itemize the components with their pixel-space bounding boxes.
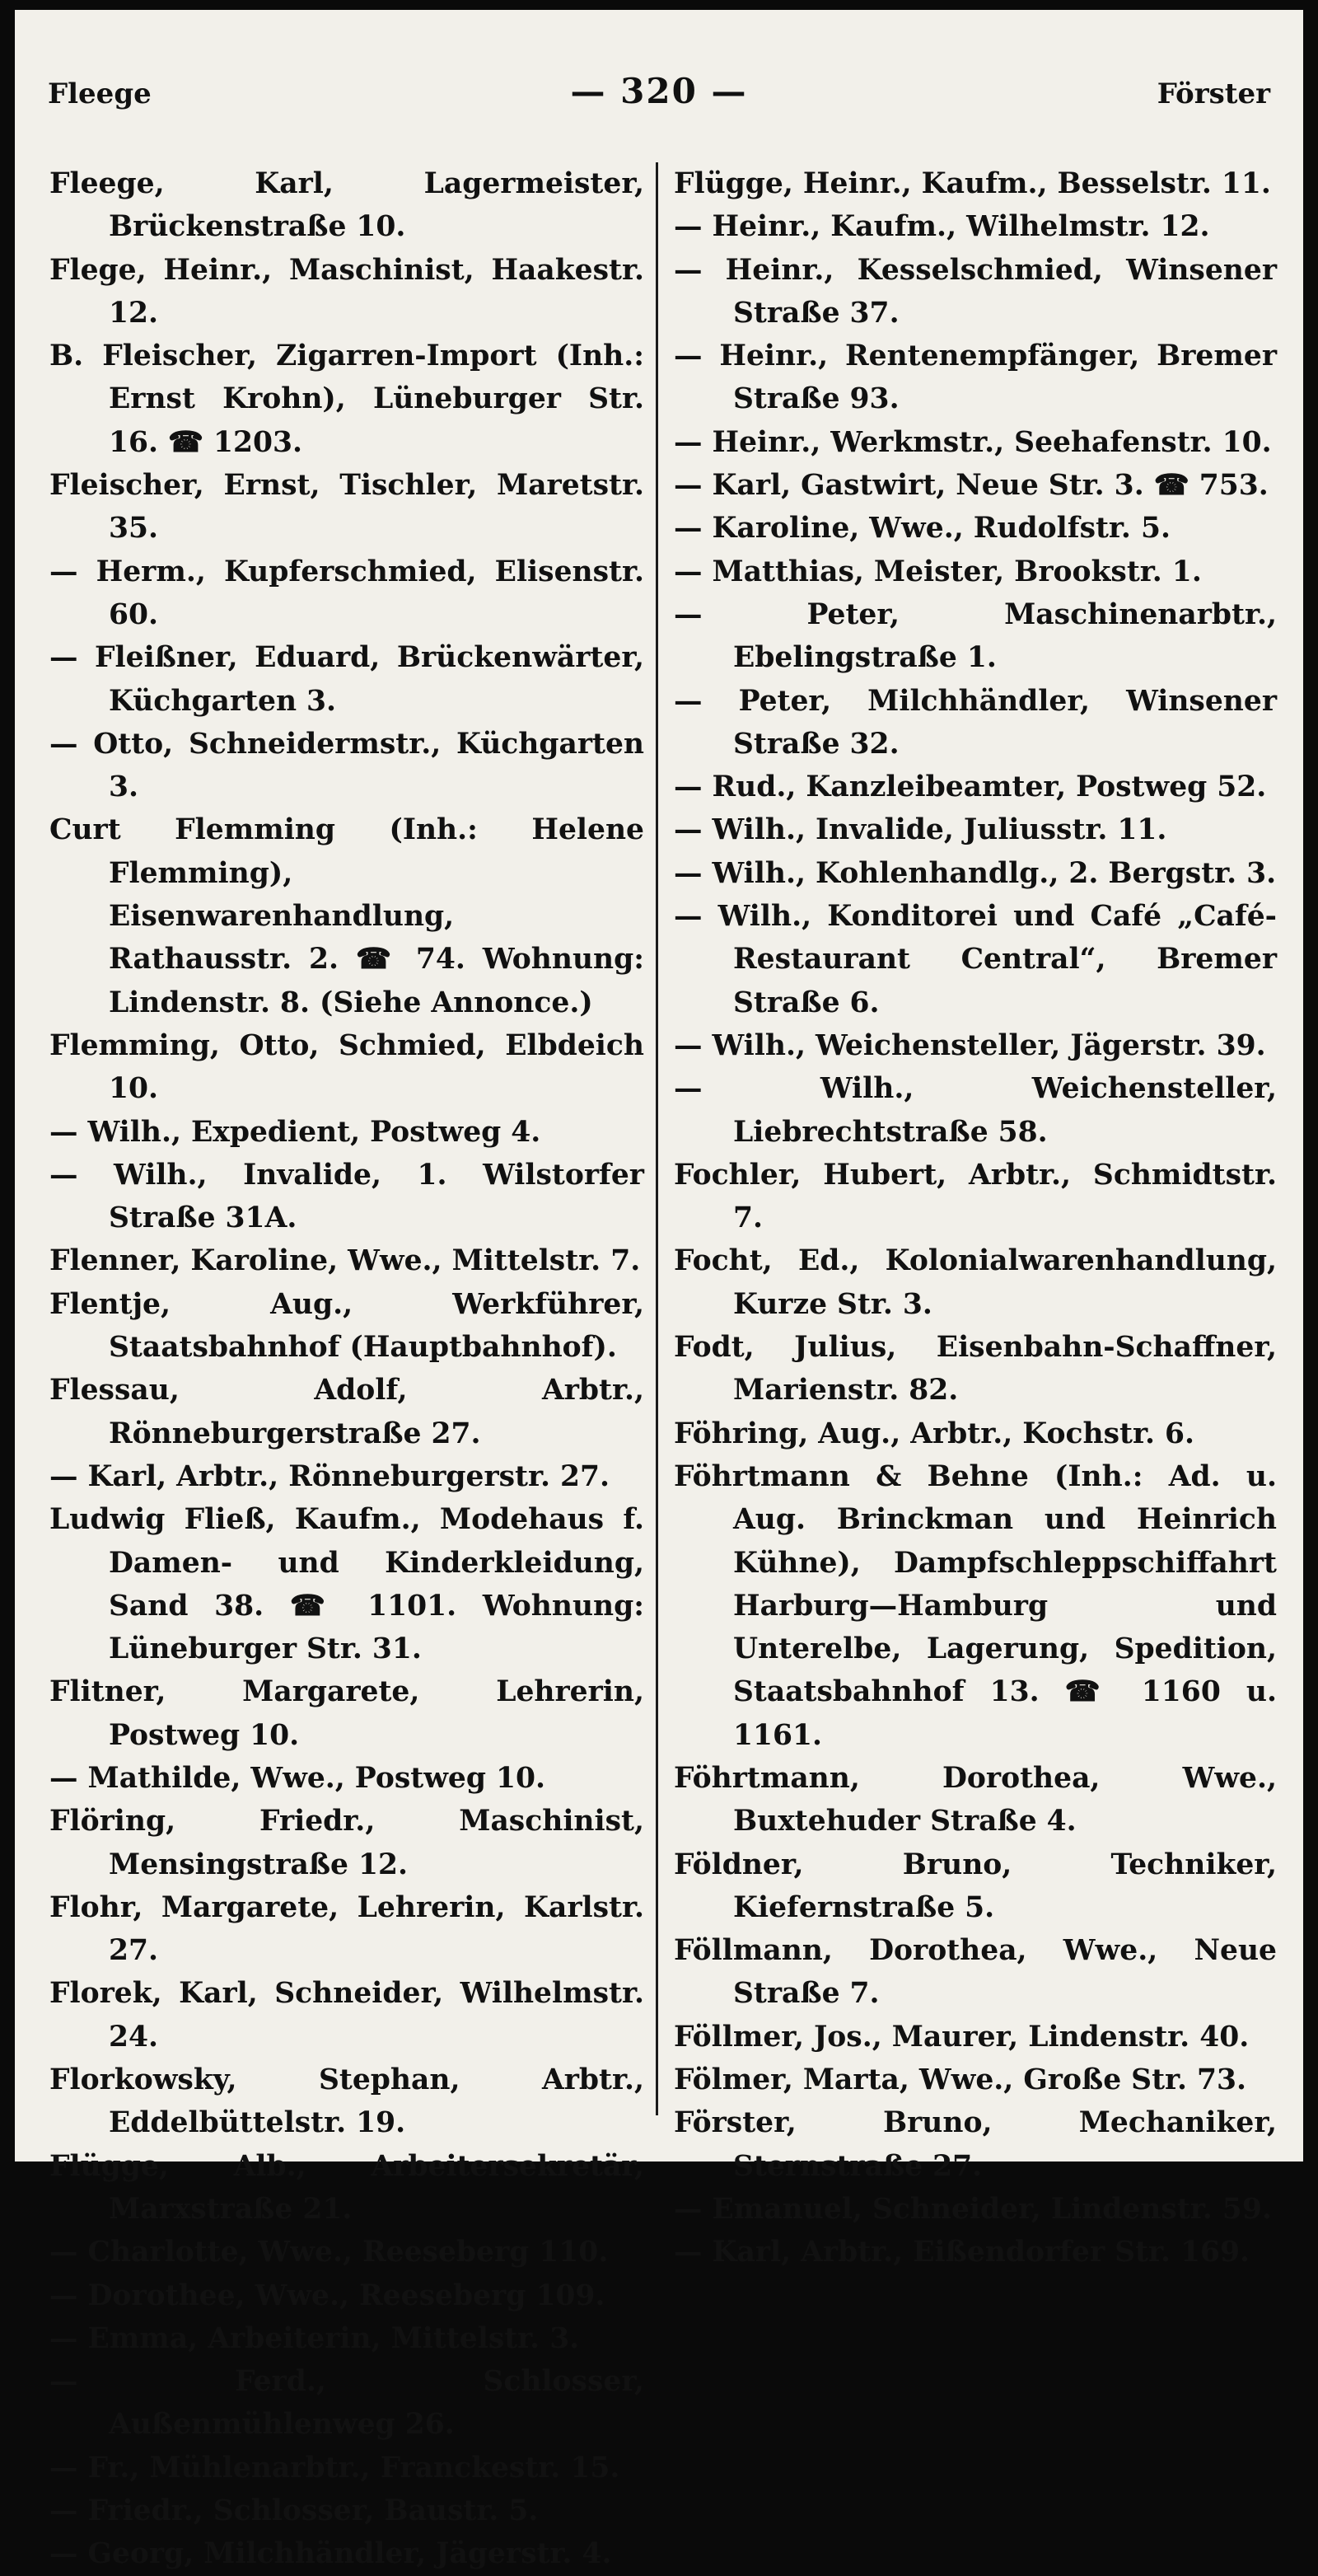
directory-entry: Flitner, Margarete, Lehrerin, Postweg 10. [49, 1675, 644, 1752]
directory-entry: — Wilh., Expedient, Postweg 4. [49, 1115, 541, 1149]
directory-entry: — Peter, Maschinenarbtr., Ebelingstraße 1. [674, 597, 1277, 675]
directory-entry: Flügge, Alb., Arbeitersekretär, Marxstraße 21. [49, 2149, 644, 2226]
directory-entry: — Heinr., Werkmstr., Seehafenstr. 10. [674, 425, 1272, 459]
directory-entry: — Wilh., Invalide, 1. Wilstorfer Straße 31A. [49, 1158, 644, 1235]
directory-entry: Fochler, Hubert, Arbtr., Schmidtstr. 7. [674, 1158, 1277, 1235]
directory-entry: Föhrtmann & Behne (Inh.: Ad. u. Aug. Brinckman und Heinrich Kühne), Dampfschleppschiffahrt Harburg—Hamburg und Unterelbe, Lagerung, Spedition, Staatsbahnhof 13. ☎ 1160 u. 1161. [674, 1459, 1277, 1752]
directory-entry: — Ferd., Schlosser, Außenmühlenweg 26. [49, 2365, 644, 2442]
directory-entry: B. Fleischer, Zigarren-Import (Inh.: Ernst Krohn), Lüneburger Str. 16. ☎ 1203. [49, 340, 644, 459]
directory-entry: — Friedr., Schlosser, Baustr. 5. [49, 2494, 539, 2528]
directory-entry: Flessau, Adolf, Arbtr., Rönneburgerstraße 27. [49, 1374, 644, 1450]
directory-entry: Fleege, Karl, Lagermeister, Brückenstraße 10. [49, 167, 644, 244]
directory-entry: — Wilh., Weichensteller, Jägerstr. 39. [674, 1028, 1266, 1062]
header-right-keyword: Förster [1157, 77, 1270, 110]
directory-entry: Fleischer, Ernst, Tischler, Maretstr. 35. [49, 469, 644, 546]
directory-entry: — Matthias, Meister, Brookstr. 1. [674, 555, 1202, 588]
directory-entry: — Karoline, Wwe., Rudolfstr. 5. [674, 512, 1171, 546]
directory-entry: — Karl, Arbtr., Eißendorfer Str. 169. [674, 2236, 1250, 2269]
directory-entry: Focht, Ed., Kolonialwarenhandlung, Kurze Str. 3. [674, 1244, 1277, 1321]
directory-entry: Florkowsky, Stephan, Arbtr., Eddelbüttelstr. 19. [49, 2063, 644, 2140]
directory-entry: — Wilh., Weichensteller, Liebrechtstraße 58. [674, 1072, 1277, 1149]
directory-entry: Flemming, Otto, Schmied, Elbdeich 10. [49, 1028, 644, 1106]
directory-entry: Flenner, Karoline, Wwe., Mittelstr. 7. [49, 1244, 641, 1278]
directory-entry: — Karl, Gastwirt, Neue Str. 3. ☎ 753. [674, 469, 1269, 503]
directory-entry: — Herm., Kupferschmied, Elisenstr. 60. [49, 555, 644, 631]
directory-entry: — Rud., Kanzleibeamter, Postweg 52. [674, 770, 1267, 804]
directory-entry: — Fr., Mühlenarbtr., Franckestr. 15. [49, 2451, 620, 2485]
directory-entry: — Dorothee, Wwe., Reeseberg 109. [49, 2279, 605, 2312]
column-divider [656, 162, 658, 2115]
directory-entry: — Charlotte, Wwe., Reeseberg 110. [49, 2236, 609, 2269]
directory-entry: Ludwig Fließ, Kaufm., Modehaus f. Damen- und Kinderkleidung, Sand 38. ☎ 1101. Wohnung: Lüneburger Str. 31. [49, 1503, 644, 1666]
directory-entry: Förster, Bruno, Mechaniker, Sternstraße 27. [674, 2106, 1277, 2183]
directory-entry: — Mathilde, Wwe., Postweg 10. [49, 1761, 545, 1795]
directory-entry: — Wilh., Kohlenhandlg., 2. Bergstr. 3. [674, 856, 1277, 890]
directory-entry: — Heinr., Kesselschmied, Winsener Straße 37. [674, 253, 1277, 330]
directory-entry: Flöring, Friedr., Maschinist, Mensingstraße 12. [49, 1805, 644, 1881]
directory-entry: Föllmann, Dorothea, Wwe., Neue Straße 7. [674, 1934, 1277, 2011]
directory-entry: — Heinr., Rentenempfänger, Bremer Straße 93. [674, 340, 1277, 416]
directory-entry: — Otto, Schneidermstr., Küchgarten 3. [49, 727, 644, 804]
page-header [15, 71, 1303, 127]
directory-entry: — Fleißner, Eduard, Brückenwärter, Küchgarten 3. [49, 641, 644, 718]
directory-entry: — Peter, Milchhändler, Winsener Straße 32. [674, 684, 1277, 761]
directory-entry: — Emanuel, Schneider, Lindenstr. 59. [674, 2192, 1272, 2226]
directory-entry: Flentje, Aug., Werkführer, Staatsbahnhof (Hauptbahnhof). [49, 1287, 644, 1365]
directory-entry: Föhring, Aug., Arbtr., Kochstr. 6. [674, 1417, 1195, 1450]
left-column [49, 162, 644, 2576]
directory-entry: — Heinr., Kaufm., Wilhelmstr. 12. [674, 210, 1210, 244]
directory-entry: — Wilh., Invalide, Juliusstr. 11. [674, 813, 1167, 847]
page-number: — 320 — [570, 71, 748, 111]
header-left-keyword: Fleege [48, 77, 152, 110]
directory-entry: — Karl, Arbtr., Rönneburgerstr. 27. [49, 1459, 610, 1493]
directory-entry: — Wilh., Konditorei und Café „Café-Restaurant Central“, Bremer Straße 6. [674, 900, 1277, 1019]
directory-entry: Fodt, Julius, Eisenbahn-Schaffner, Marienstr. 82. [674, 1331, 1277, 1407]
directory-entry: Flügge, Heinr., Kaufm., Besselstr. 11. [674, 167, 1271, 200]
directory-entry: Flege, Heinr., Maschinist, Haakestr. 12. [49, 253, 644, 330]
directory-entry: — Georg, Milchhändler, Jägerstr. 4. [49, 2537, 612, 2571]
right-column [674, 162, 1277, 2274]
directory-entry: Föllmer, Jos., Maurer, Lindenstr. 40. [674, 2020, 1250, 2054]
directory-entry: Flohr, Margarete, Lehrerin, Karlstr. 27. [49, 1890, 644, 1968]
directory-entry: Föhrtmann, Dorothea, Wwe., Buxtehuder Straße 4. [674, 1761, 1277, 1838]
directory-page [15, 10, 1303, 2571]
directory-entry: — Emma, Arbeiterin, Mittelstr. 3. [49, 2321, 580, 2355]
directory-entry: Földner, Bruno, Techniker, Kiefernstraße 5. [674, 1848, 1277, 1924]
directory-entry: Curt Flemming (Inh.: Helene Flemming), Eisenwarenhandlung, Rathausstr. 2. ☎ 74. Wohnung: Lindenstr. 8. (Siehe Annonce.) [49, 813, 644, 1019]
directory-entry: Fölmer, Marta, Wwe., Große Str. 73. [674, 2063, 1247, 2097]
directory-entry: Florek, Karl, Schneider, Wilhelmstr. 24. [49, 1977, 644, 2054]
